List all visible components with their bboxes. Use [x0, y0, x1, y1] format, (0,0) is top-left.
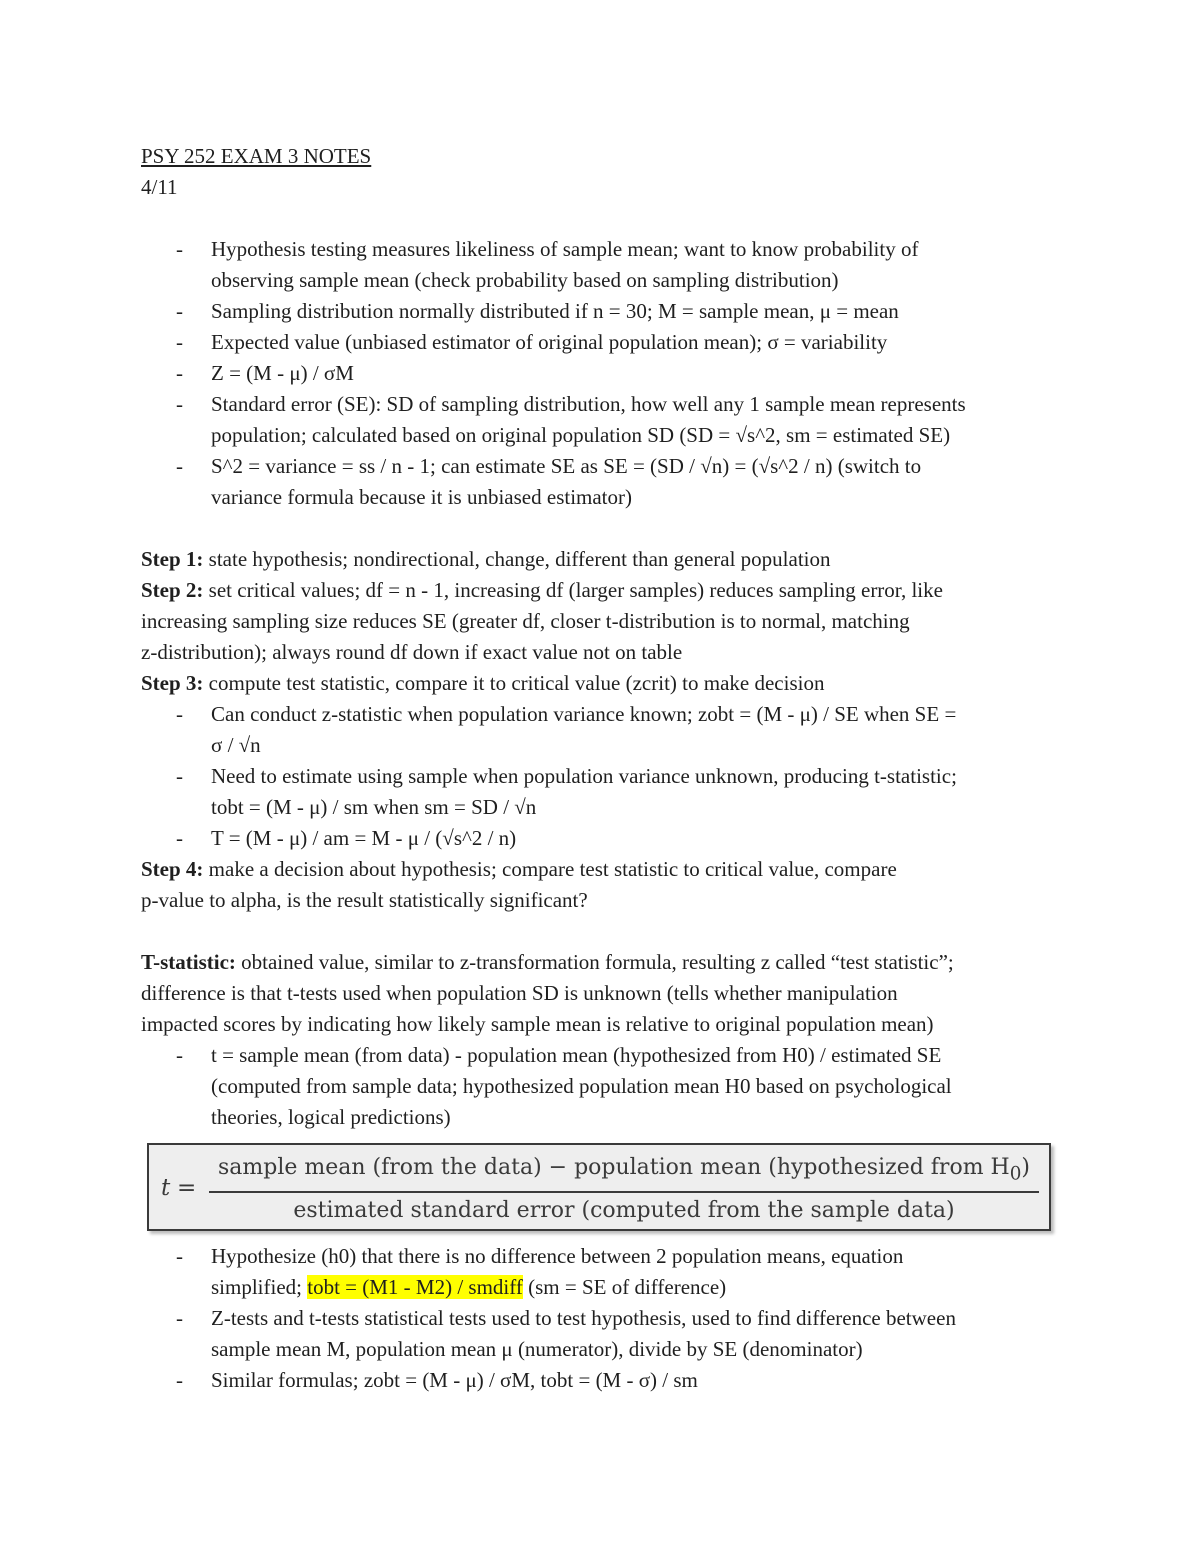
list-item	[141, 823, 1061, 854]
bullet-line: - Sampling distribution normally distributed if n = 30; M = sample mean, μ = mean	[211, 299, 899, 323]
numerator-text: sample mean (from the data) − population mean (hypothesized from H	[217, 1155, 1010, 1180]
t-statistic-bullet-list	[141, 1040, 1061, 1133]
list-item	[141, 234, 1061, 296]
list-item	[141, 1303, 1061, 1365]
bullet-line: - S^2 = variance = ss / n - 1; can estimate SE as SE = (SD / √n) = (√s^2 / n) (switch to	[211, 454, 922, 478]
step-label: Step 4:	[141, 857, 204, 881]
spacer	[141, 513, 1061, 544]
bullet-line: - Need to estimate using sample when population variance unknown, producing t-statistic;	[211, 764, 957, 788]
list-item	[141, 451, 1061, 513]
text-run: simplified;	[211, 1275, 308, 1299]
highlighted-text: tobt = (M1 - M2) / smdiff	[307, 1275, 523, 1299]
list-item	[141, 1040, 1061, 1133]
bullet-line: - Expected value (unbiased estimator of original population mean); σ = variability	[211, 330, 888, 354]
t-statistic-paragraph	[141, 947, 1061, 978]
t-statistic-continued: difference is that t-tests used when population SD is unknown (tells whether manipulation	[141, 981, 898, 1005]
list-item	[141, 389, 1061, 451]
numerator-close: )	[1021, 1155, 1031, 1180]
formula-equals: =	[177, 1175, 197, 1201]
formula-fraction	[209, 1153, 1039, 1226]
list-item	[141, 1365, 1061, 1396]
bullet-line: sample mean M, population mean μ (numerator), divide by SE (denominator)	[211, 1337, 863, 1361]
step-label: Step 3:	[141, 671, 204, 695]
numerator-subscript: 0	[1009, 1163, 1022, 1185]
bullet-line: tobt = (M - μ) / sm when sm = SD / √n	[211, 795, 537, 819]
step-4	[141, 854, 1061, 885]
spacer	[141, 203, 1061, 234]
bullet-line: theories, logical predictions)	[211, 1105, 451, 1129]
term-text: obtained value, similar to z-transformation formula, resulting z called “test statistic”;	[235, 950, 954, 974]
list-item	[141, 761, 1061, 823]
bullet-line: observing sample mean (check probability based on sampling distribution)	[211, 268, 839, 292]
text-run: (sm = SE of difference)	[522, 1275, 727, 1299]
final-bullet-list	[141, 1241, 1061, 1396]
step-label: Step 2:	[141, 578, 204, 602]
document-date: 4/11	[141, 175, 178, 199]
step-2-continued: increasing sampling size reduces SE (greater df, closer t-distribution is to normal, matching	[141, 609, 910, 633]
t-statistic-continued: impacted scores by indicating how likely sample mean is relative to original population mean)	[141, 1012, 934, 1036]
bullet-line: - t = sample mean (from data) - population mean (hypothesized from H0) / estimated SE	[211, 1043, 942, 1067]
bullet-line: - Hypothesize (h0) that there is no difference between 2 population means, equation	[211, 1244, 904, 1268]
formula-numerator	[209, 1153, 1039, 1189]
step-2	[141, 575, 1061, 606]
document-page	[141, 141, 1061, 1396]
step-text: make a decision about hypothesis; compare test statistic to critical value, compare	[203, 857, 897, 881]
bullet-line: - Can conduct z-statistic when population variance known; zobt = (M - μ) / SE when SE =	[211, 702, 957, 726]
bullet-line: - Z = (M - μ) / σM	[211, 361, 354, 385]
document-title: PSY 252 EXAM 3 NOTES	[141, 144, 372, 168]
bullet-line: (computed from sample data; hypothesized population mean H0 based on psychological	[211, 1074, 952, 1098]
intro-bullet-list	[141, 234, 1061, 513]
step-text: set critical values; df = n - 1, increasing df (larger samples) reduces sampling error, like	[203, 578, 943, 602]
bullet-line: σ / √n	[211, 733, 261, 757]
step-3-bullet-list	[141, 699, 1061, 854]
term-label: T-statistic:	[141, 950, 236, 974]
t-formula-image	[147, 1143, 1051, 1231]
bullet-line: population; calculated based on original population SD (SD = √s^2, sm = estimated SE)	[211, 423, 951, 447]
step-text: compute test statistic, compare it to critical value (zcrit) to make decision	[203, 671, 825, 695]
spacer	[141, 916, 1061, 947]
step-2-continued: z-distribution); always round df down if exact value not on table	[141, 640, 683, 664]
list-item	[141, 358, 1061, 389]
step-label: Step 1:	[141, 547, 204, 571]
list-item	[141, 327, 1061, 358]
bullet-line: - T = (M - μ) / am = M - μ / (√s^2 / n)	[211, 826, 517, 850]
bullet-line: - Standard error (SE): SD of sampling distribution, how well any 1 sample mean represents	[211, 392, 966, 416]
step-3	[141, 668, 1061, 699]
list-item	[141, 1241, 1061, 1303]
bullet-line: - Similar formulas; zobt = (M - μ) / σM, tobt = (M - σ) / sm	[211, 1368, 698, 1392]
step-1	[141, 544, 1061, 575]
list-item	[141, 699, 1061, 761]
step-text: state hypothesis; nondirectional, change, different than general population	[203, 547, 831, 571]
fraction-bar	[209, 1191, 1039, 1193]
bullet-line: - Hypothesis testing measures likeliness of sample mean; want to know probability of	[211, 237, 919, 261]
bullet-line	[211, 1272, 1061, 1303]
bullet-line: variance formula because it is unbiased estimator)	[211, 485, 633, 509]
bullet-line: - Z-tests and t-tests statistical tests used to test hypothesis, used to find difference between	[211, 1306, 956, 1330]
formula-lhs: t	[161, 1175, 171, 1201]
formula-denominator: estimated standard error (computed from the sample data)	[293, 1198, 955, 1224]
step-4-continued: p-value to alpha, is the result statistically significant?	[141, 888, 588, 912]
list-item	[141, 296, 1061, 327]
